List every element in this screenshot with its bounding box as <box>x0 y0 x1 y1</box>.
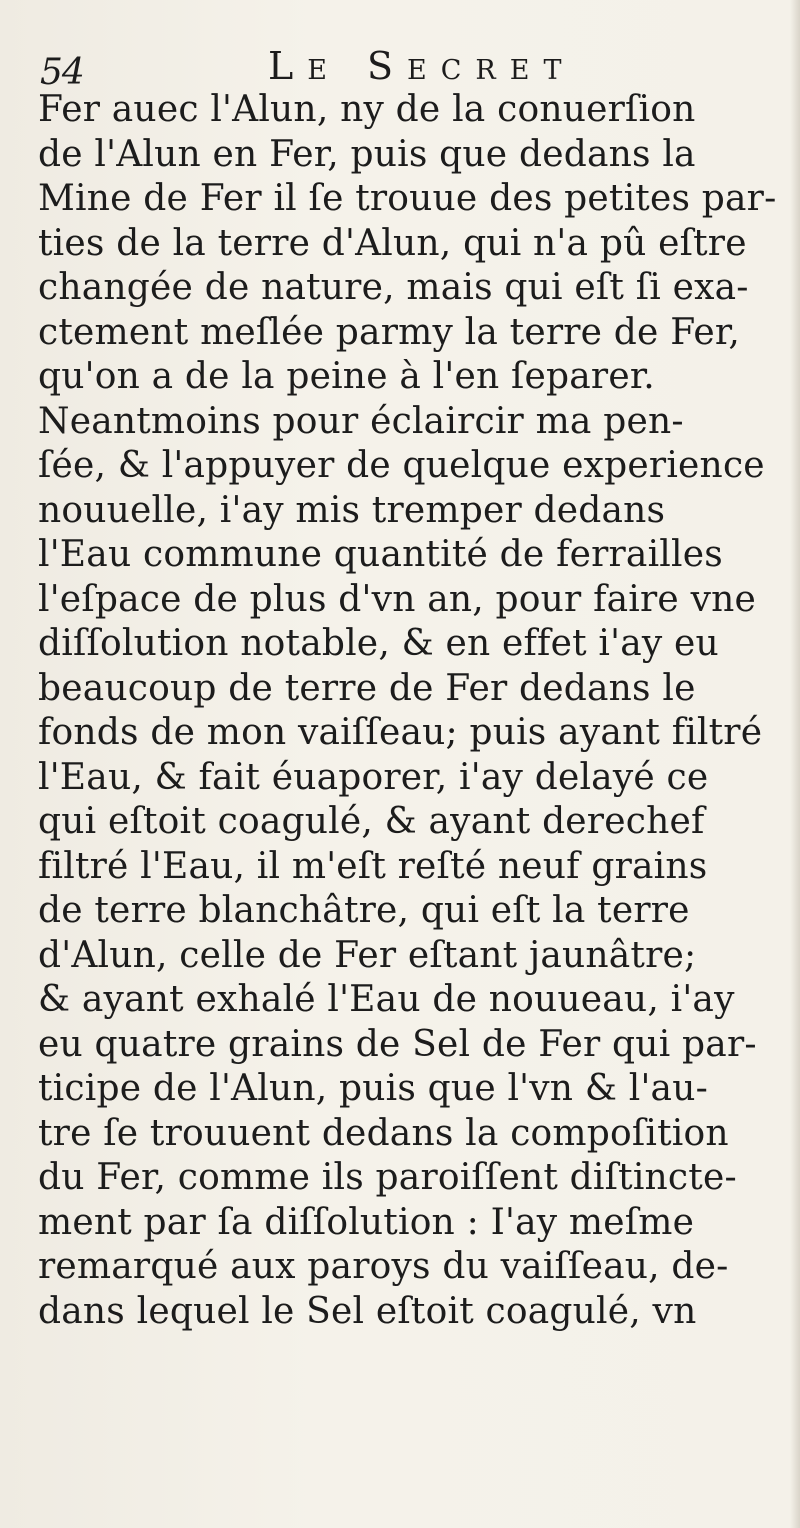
text-line: ticipe de l'Alun, puis que l'vn & l'au- <box>38 1068 708 1109</box>
text-line: ment par ſa diſſolution : I'ay meſme <box>38 1201 695 1243</box>
page-header <box>40 44 760 93</box>
text-line: dans lequel le Sel eſtoit coagulé, vn <box>38 1290 697 1332</box>
text-line: & ayant exhalé l'Eau de nouueau, i'ay <box>38 979 735 1020</box>
text-line: Neantmoins pour éclaircir ma pen- <box>38 400 684 442</box>
text-line: fonds de mon vaiſſeau; puis ayant filtré <box>38 712 763 753</box>
running-title: Le Secret <box>268 44 576 88</box>
text-line: l'Eau commune quantité de ferrailles <box>38 534 723 575</box>
text-line: filtré l'Eau, il m'eſt reſté neuf grains <box>38 845 708 887</box>
text-line: Mine de Fer il ſe trouue des petites par- <box>38 178 777 219</box>
text-line: de terre blanchâtre, qui eſt la terre <box>38 890 690 931</box>
text-line: nouuelle, i'ay mis tremper dedans <box>38 489 666 531</box>
body-text <box>38 88 777 1334</box>
text-line: tre ſe trouuent dedans la compoſition <box>38 1112 729 1154</box>
text-line: remarqué aux paroys du vaiſſeau, de- <box>38 1246 729 1287</box>
text-line: ctement meſlée parmy la terre de Fer, <box>38 311 740 353</box>
page-edge <box>790 0 800 1528</box>
text-line: du Fer, comme ils paroiſſent diſtincte- <box>38 1157 737 1198</box>
text-line: qui eſtoit coagulé, & ayant derechef <box>38 801 705 842</box>
text-line: l'Eau, & fait éuaporer, i'ay delayé ce <box>38 756 709 798</box>
text-line: de l'Alun en Fer, puis que dedans la <box>38 133 696 175</box>
text-line: ſée, & l'appuyer de quelque experience <box>38 445 765 486</box>
text-line: qu'on a de la peine à l'en ſeparer. <box>38 356 655 397</box>
text-line: diſſolution notable, & en effet i'ay eu <box>38 623 719 664</box>
text-line: l'eſpace de plus d'vn an, pour faire vne <box>38 578 756 620</box>
text-line: d'Alun, celle de Fer eſtant jaunâtre; <box>38 934 697 976</box>
text-line: beaucoup de terre de Fer dedans le <box>38 667 696 709</box>
text-line: eu quatre grains de Sel de Fer qui par- <box>38 1023 757 1065</box>
text-line: ties de la terre d'Alun, qui n'a pû eſtre <box>38 222 747 264</box>
page-number: 54 <box>40 52 84 93</box>
text-line: Fer auec l'Alun, ny de la conuerſion <box>38 89 696 130</box>
text-line: changée de nature, mais qui eſt ſi exa- <box>38 267 749 308</box>
